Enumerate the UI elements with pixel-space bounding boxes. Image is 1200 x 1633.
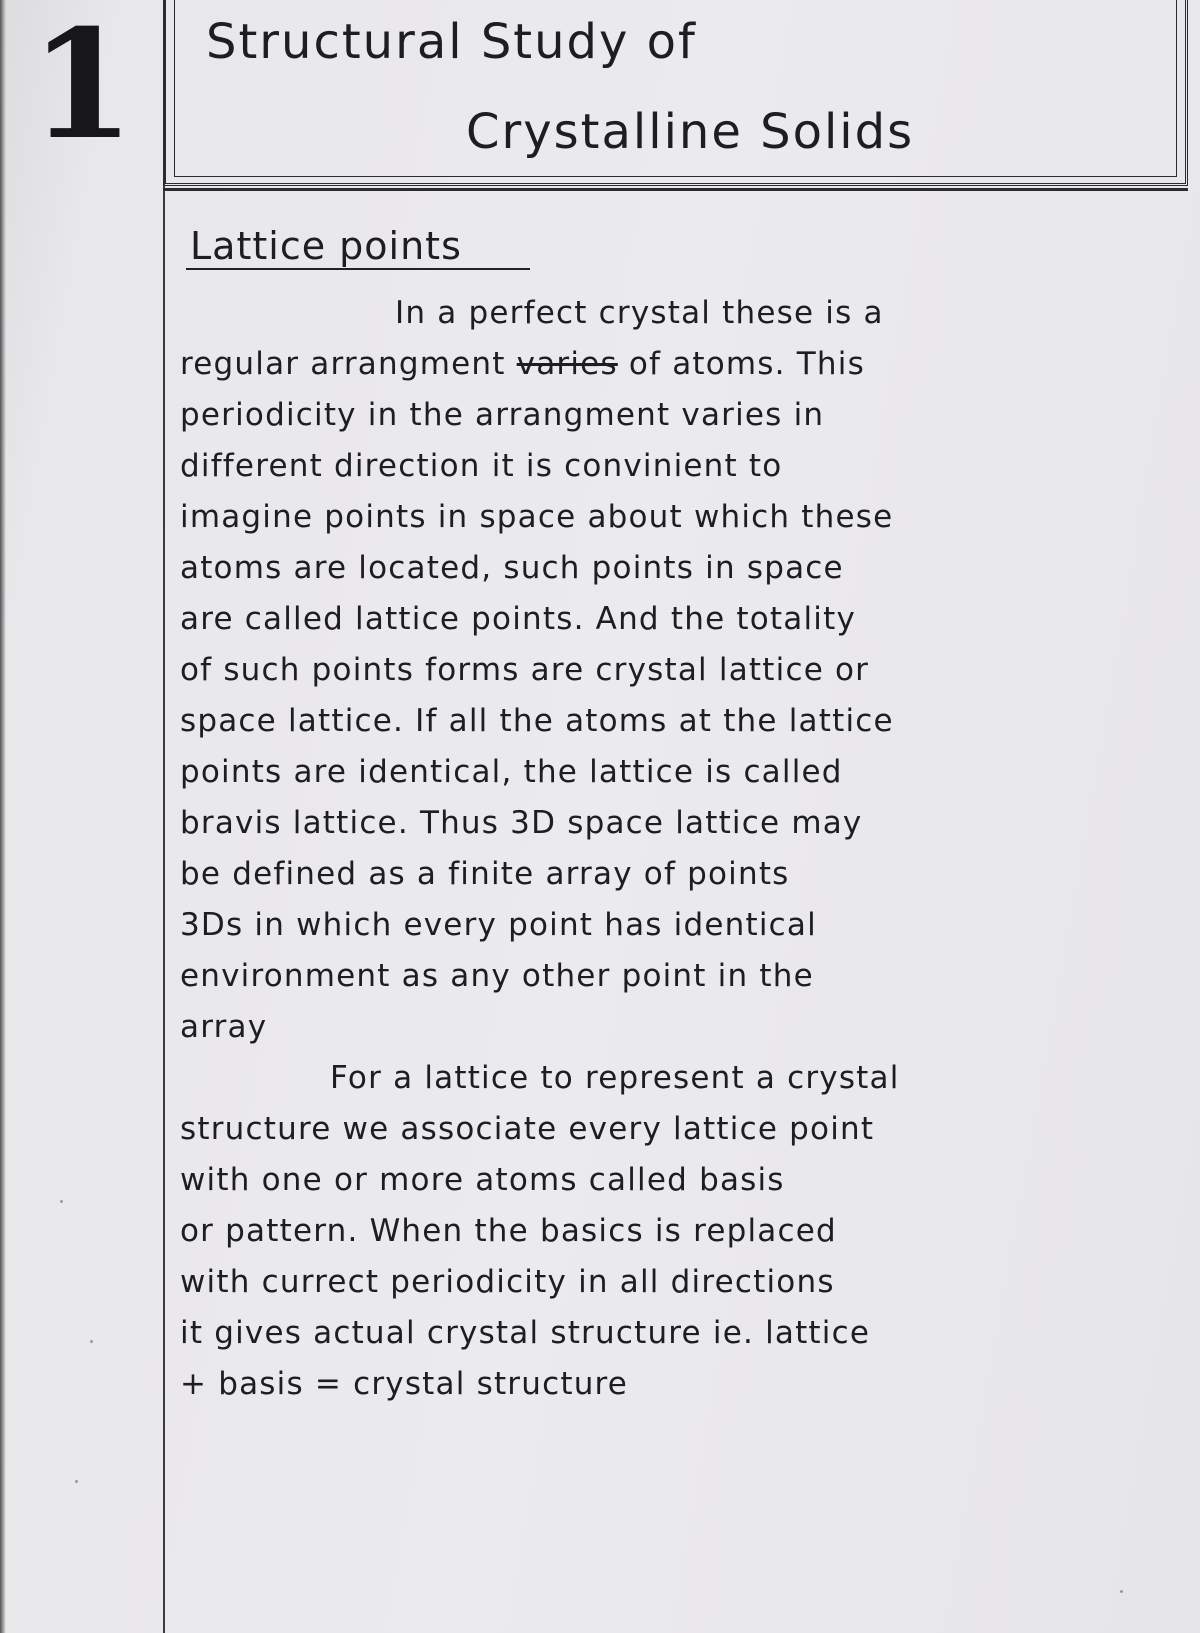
text-line: structure we associate every lattice point (180, 1111, 875, 1147)
text-fragment: of atoms. This (628, 346, 865, 382)
text-line: environment as any other point in the (180, 958, 814, 994)
text-line: imagine points in space about which these (180, 499, 894, 535)
text-line: atoms are located, such points in space (180, 550, 844, 586)
paper-speck (60, 1200, 63, 1203)
section-heading-underline (186, 268, 530, 270)
text-line: with one or more atoms called basis (180, 1162, 785, 1198)
struck-out-word: varies (516, 346, 618, 382)
text-line: array (180, 1009, 268, 1045)
text-line: be defined as a finite array of points (180, 856, 790, 892)
text-line: For a lattice to represent a crystal (330, 1060, 900, 1096)
text-line: different direction it is convinient to (180, 448, 783, 484)
chapter-title-line-2: Crystalline Solids (466, 104, 915, 160)
title-box (163, 0, 1188, 186)
text-line: with currect periodicity in all directions (180, 1264, 835, 1300)
text-line: are called lattice points. And the totality (180, 601, 856, 637)
chapter-number: 1 (30, 0, 135, 173)
margin-line (163, 0, 165, 1633)
text-fragment: regular arrangment (180, 346, 506, 382)
title-underline-rule (163, 188, 1188, 191)
text-line: periodicity in the arrangment varies in (180, 397, 825, 433)
text-line: or pattern. When the basics is replaced (180, 1213, 837, 1249)
chapter-title-line-1: Structural Study of (206, 14, 697, 70)
text-line (180, 339, 1170, 390)
text-line: bravis lattice. Thus 3D space lattice may (180, 805, 863, 841)
text-line: + basis = crystal structure (180, 1366, 629, 1402)
text-line: 3Ds in which every point has identical (180, 907, 817, 943)
paper-speck (1120, 1590, 1123, 1593)
section-heading: Lattice points (190, 224, 462, 268)
text-line: In a perfect crystal these is a (395, 295, 884, 331)
paper-speck (75, 1480, 78, 1483)
text-line: of such points forms are crystal lattice or (180, 652, 870, 688)
text-line: it gives actual crystal structure ie. lattice (180, 1315, 871, 1351)
text-line: space lattice. If all the atoms at the lattice (180, 703, 894, 739)
notes-body (180, 288, 1170, 1410)
page-binding-edge (0, 0, 6, 1633)
text-line: points are identical, the lattice is called (180, 754, 843, 790)
paper-speck (90, 1340, 93, 1343)
